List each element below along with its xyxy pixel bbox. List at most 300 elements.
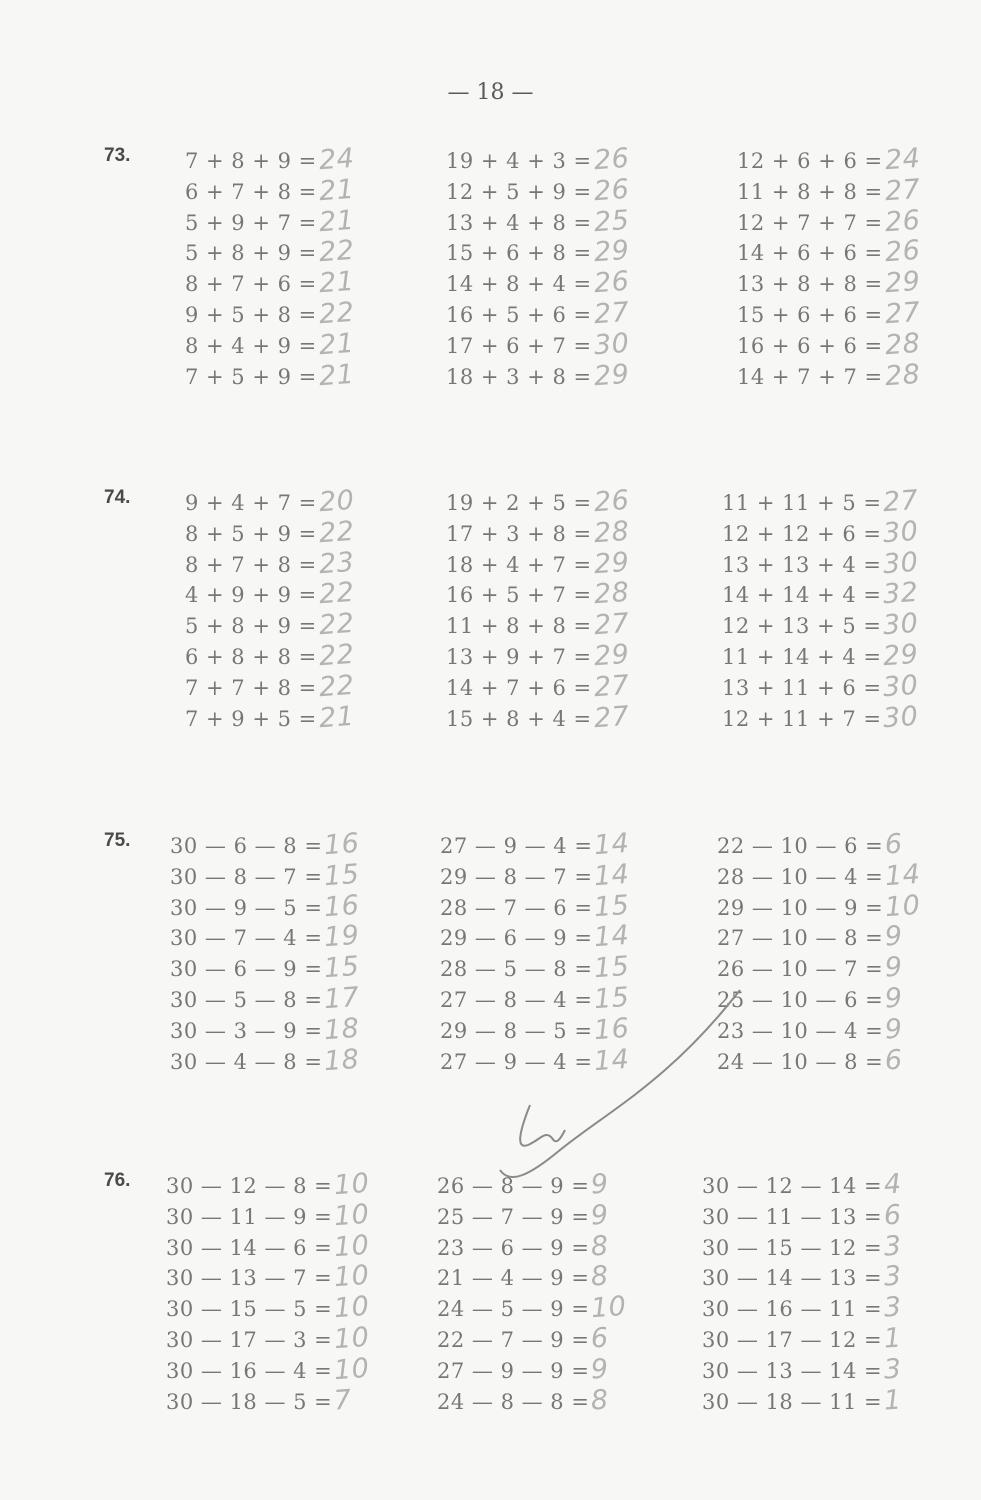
problem-row [446, 173, 630, 207]
problem-row [166, 1386, 370, 1417]
handwritten-answer: 27 [592, 607, 630, 642]
problem-row [446, 484, 630, 519]
problem-column [446, 484, 630, 734]
handwritten-answer: 26 [592, 265, 630, 300]
handwritten-answer: 22 [317, 577, 356, 611]
handwritten-answer: 22 [317, 515, 356, 549]
handwritten-answer: 22 [317, 296, 356, 331]
handwritten-answer: 15 [593, 889, 631, 923]
exercise-number: 73. [104, 145, 131, 166]
problem-expression: 30 — 6 — 8 = [170, 834, 323, 858]
problem-expression: 14 + 6 + 6 = [737, 241, 883, 266]
problem-expression: 28 — 5 — 8 = [440, 957, 593, 982]
problem-row [737, 204, 921, 238]
handwritten-answer: 10 [333, 1352, 371, 1386]
handwritten-answer: 3 [883, 1291, 903, 1324]
handwritten-answer: 28 [883, 358, 921, 392]
problem-row [185, 669, 356, 703]
problem-row [702, 1324, 902, 1355]
handwritten-answer: 14 [884, 858, 922, 892]
problem-expression: 14 + 7 + 6 = [446, 675, 592, 700]
problem-row [702, 1232, 902, 1263]
handwritten-answer: 10 [884, 889, 922, 923]
problem-expression: 27 — 8 — 4 = [440, 987, 593, 1012]
problem-expression: 30 — 13 — 7 = [166, 1266, 333, 1291]
problem-expression: 30 — 12 — 14 = [702, 1174, 883, 1198]
problem-expression: 15 + 6 + 6 = [737, 302, 883, 327]
handwritten-answer: 30 [882, 515, 920, 549]
problem-row [737, 327, 921, 361]
problem-expression: 16 + 5 + 7 = [446, 583, 592, 608]
problem-expression: 30 — 11 — 13 = [702, 1204, 883, 1229]
exercise-number: 76. [104, 1170, 131, 1191]
handwritten-answer: 14 [593, 858, 631, 892]
problem-row [446, 546, 630, 580]
handwritten-answer: 29 [592, 358, 630, 392]
problem-row [170, 1043, 361, 1077]
problem-row [170, 827, 361, 862]
handwritten-answer: 26 [592, 142, 630, 177]
problem-expression: 30 — 12 — 8 = [166, 1174, 333, 1198]
problem-row [185, 173, 356, 207]
handwritten-answer: 24 [883, 142, 921, 177]
handwritten-answer: 8 [590, 1260, 611, 1293]
problem-row [717, 984, 921, 1015]
problem-expression: 22 — 7 — 9 = [437, 1327, 590, 1352]
handwritten-answer: 9 [590, 1353, 611, 1386]
handwritten-answer: 22 [317, 607, 356, 642]
handwritten-answer: 30 [882, 546, 920, 580]
handwritten-answer: 10 [333, 1260, 371, 1294]
handwritten-answer: 9 [884, 982, 904, 1015]
problem-expression: 13 + 11 + 6 = [722, 675, 882, 700]
problem-row [446, 669, 630, 703]
problem-expression: 28 — 10 — 4 = [717, 864, 884, 889]
page-number: — 18 — [447, 80, 534, 105]
problem-row [185, 204, 356, 238]
problem-expression: 16 + 5 + 6 = [446, 302, 592, 327]
problem-row [440, 827, 631, 862]
problem-row [446, 327, 630, 361]
handwritten-answer: 30 [592, 327, 630, 361]
problem-expression: 30 — 16 — 11 = [702, 1297, 883, 1322]
problem-expression: 30 — 14 — 13 = [702, 1266, 883, 1291]
problem-row [185, 515, 356, 549]
problem-row [166, 1290, 371, 1325]
handwritten-answer: 3 [883, 1230, 903, 1263]
problem-expression: 30 — 8 — 7 = [170, 864, 323, 889]
handwritten-answer: 26 [883, 204, 921, 238]
problem-expression: 30 — 3 — 9 = [170, 1018, 323, 1043]
handwritten-answer: 22 [317, 235, 356, 269]
handwritten-answer: 1 [883, 1322, 903, 1355]
problem-expression: 12 + 13 + 5 = [722, 614, 882, 639]
handwritten-answer: 6 [883, 1199, 903, 1232]
problem-row [185, 327, 356, 361]
problem-expression: 17 + 3 + 8 = [446, 521, 592, 546]
problem-expression: 28 — 7 — 6 = [440, 895, 593, 920]
handwritten-answer: 25 [592, 204, 630, 238]
problem-expression: 13 + 9 + 7 = [446, 644, 592, 669]
problem-row [446, 579, 629, 610]
handwritten-answer: 18 [323, 1012, 361, 1046]
problem-expression: 12 + 5 + 9 = [446, 179, 592, 204]
problem-expression: 21 — 4 — 9 = [437, 1266, 590, 1291]
handwritten-answer: 4 [883, 1168, 903, 1201]
handwritten-answer: 9 [884, 951, 904, 984]
problem-row [702, 1355, 902, 1386]
problem-expression: 30 — 6 — 9 = [170, 957, 323, 982]
handwritten-answer: 21 [317, 358, 356, 392]
problem-expression: 7 + 9 + 5 = [185, 706, 317, 731]
problem-row [446, 204, 630, 238]
problem-row [437, 1232, 627, 1263]
handwritten-answer: 27 [592, 669, 630, 703]
problem-expression: 5 + 8 + 9 = [185, 614, 317, 639]
problem-expression: 27 — 9 — 9 = [437, 1358, 590, 1383]
problem-expression: 16 + 6 + 6 = [737, 333, 883, 358]
problem-row [737, 142, 921, 177]
problem-expression: 8 + 7 + 8 = [185, 552, 317, 577]
problem-expression: 27 — 9 — 4 = [440, 1049, 593, 1074]
handwritten-answer: 27 [883, 173, 921, 207]
problem-column [717, 830, 921, 1076]
problem-row [702, 1293, 902, 1324]
handwritten-answer: 30 [882, 700, 920, 734]
problem-row [446, 515, 630, 549]
problem-row [446, 296, 630, 331]
problem-row [737, 173, 921, 207]
problem-row [170, 858, 361, 892]
problem-expression: 4 + 9 + 9 = [185, 583, 317, 608]
handwritten-answer: 6 [884, 828, 904, 861]
problem-column [737, 142, 921, 392]
problem-expression: 14 + 8 + 4 = [446, 272, 592, 297]
problem-row [717, 830, 921, 861]
problem-expression: 17 + 6 + 7 = [446, 333, 592, 358]
handwritten-answer: 18 [323, 1043, 361, 1077]
problem-row [722, 700, 920, 734]
problem-row [446, 142, 630, 177]
problem-column [437, 1170, 627, 1416]
problem-row [170, 950, 361, 985]
handwritten-answer: 32 [882, 577, 920, 611]
problem-expression: 7 + 5 + 9 = [185, 364, 317, 389]
handwritten-answer: 10 [333, 1198, 371, 1232]
handwritten-answer: 26 [883, 235, 921, 269]
problem-row [446, 237, 629, 268]
handwritten-answer: 22 [317, 638, 356, 673]
handwritten-answer: 10 [333, 1321, 371, 1356]
problem-expression: 12 + 12 + 6 = [722, 521, 882, 546]
problem-expression: 29 — 8 — 5 = [440, 1018, 593, 1043]
problem-expression: 26 — 8 — 9 = [437, 1174, 590, 1198]
problem-expression: 5 + 8 + 9 = [185, 241, 317, 266]
handwritten-answer: 15 [593, 981, 631, 1016]
problem-expression: 25 — 7 — 9 = [437, 1204, 590, 1229]
exercise-number: 75. [104, 830, 131, 851]
problem-expression: 24 — 5 — 9 = [437, 1297, 590, 1322]
problem-row [440, 950, 631, 985]
handwritten-answer: 15 [323, 858, 361, 892]
handwritten-answer: 8 [590, 1384, 611, 1417]
problem-expression: 15 + 8 + 4 = [446, 706, 592, 731]
problem-expression: 6 + 7 + 8 = [185, 179, 317, 204]
problem-column [185, 484, 356, 734]
problem-expression: 30 — 15 — 5 = [166, 1297, 333, 1322]
problem-row [166, 1262, 370, 1293]
problem-row [185, 579, 354, 610]
handwritten-answer: 27 [592, 700, 630, 734]
problem-expression: 7 + 7 + 8 = [185, 675, 317, 700]
problem-row [437, 1262, 627, 1293]
problem-row [185, 142, 356, 177]
problem-row [437, 1386, 627, 1417]
handwritten-answer: 6 [884, 1044, 904, 1077]
problem-expression: 29 — 6 — 9 = [440, 926, 593, 951]
problem-row [440, 889, 631, 923]
handwritten-answer: 29 [882, 638, 920, 673]
problem-row [185, 358, 356, 392]
handwritten-answer: 28 [592, 577, 630, 611]
problem-expression: 30 — 13 — 14 = [702, 1358, 883, 1383]
handwritten-answer: 30 [882, 669, 920, 703]
problem-expression: 22 — 10 — 6 = [717, 834, 884, 858]
problem-row [722, 607, 920, 642]
handwritten-answer: 28 [592, 515, 630, 549]
problem-expression: 13 + 8 + 8 = [737, 272, 883, 297]
problem-expression: 29 — 10 — 9 = [717, 895, 884, 920]
problem-row [166, 1167, 371, 1202]
handwritten-answer: 16 [593, 1012, 631, 1046]
problem-expression: 8 + 4 + 9 = [185, 333, 317, 358]
handwritten-answer: 3 [883, 1353, 903, 1386]
problem-row [440, 1043, 631, 1077]
problem-row [737, 296, 921, 331]
problem-expression: 30 — 9 — 5 = [170, 895, 323, 920]
problem-row [166, 1198, 371, 1232]
problem-row [166, 1352, 371, 1386]
problem-expression: 30 — 17 — 12 = [702, 1327, 883, 1352]
handwritten-answer: 26 [592, 173, 630, 207]
handwritten-answer: 1 [883, 1384, 903, 1417]
handwritten-answer: 21 [317, 204, 356, 238]
handwritten-answer: 9 [590, 1199, 611, 1232]
handwritten-answer: 17 [323, 981, 361, 1016]
handwritten-answer: 27 [882, 484, 920, 519]
problem-row [170, 1012, 361, 1046]
problem-row [717, 858, 922, 892]
problem-expression: 18 + 3 + 8 = [446, 364, 592, 389]
problem-column [446, 142, 630, 392]
problem-expression: 30 — 18 — 11 = [702, 1389, 883, 1414]
handwritten-answer: 30 [882, 607, 920, 642]
problem-expression: 9 + 4 + 7 = [185, 491, 317, 515]
handwritten-answer: 16 [323, 827, 361, 862]
handwritten-answer: 10 [333, 1229, 371, 1263]
problem-expression: 30 — 15 — 12 = [702, 1235, 883, 1260]
problem-expression: 23 — 6 — 9 = [437, 1235, 590, 1260]
handwritten-answer: 9 [884, 920, 904, 953]
problem-row [702, 1170, 902, 1201]
problem-expression: 18 + 4 + 7 = [446, 552, 592, 577]
problem-row [702, 1201, 902, 1232]
handwritten-answer: 21 [317, 173, 356, 207]
problem-expression: 29 — 8 — 7 = [440, 864, 593, 889]
handwritten-answer: 29 [883, 265, 921, 300]
handwritten-answer: 28 [883, 327, 921, 361]
handwritten-answer: 9 [884, 1013, 904, 1046]
problem-row [185, 265, 356, 300]
handwritten-answer: 14 [593, 920, 631, 954]
handwritten-answer: 23 [317, 546, 356, 580]
handwritten-answer: 8 [590, 1230, 611, 1263]
handwritten-answer: 9 [590, 1168, 611, 1201]
problem-row [166, 1321, 371, 1356]
handwritten-answer: 16 [323, 889, 361, 923]
problem-column [166, 1167, 371, 1417]
problem-row [737, 358, 921, 392]
problem-expression: 25 — 10 — 6 = [717, 987, 884, 1012]
problem-expression: 27 — 9 — 4 = [440, 834, 593, 858]
problem-row [170, 922, 360, 953]
problem-row [170, 981, 361, 1016]
problem-row [185, 296, 356, 331]
problem-row [440, 981, 631, 1016]
problem-expression: 24 — 8 — 8 = [437, 1389, 590, 1414]
handwritten-answer: 10 [590, 1290, 628, 1325]
problem-row [722, 484, 920, 519]
problem-row [437, 1324, 627, 1355]
problem-expression: 30 — 14 — 6 = [166, 1235, 333, 1260]
problem-row [446, 358, 630, 392]
handwritten-answer: 3 [883, 1260, 903, 1293]
problem-expression: 30 — 16 — 4 = [166, 1358, 333, 1383]
problem-row [722, 546, 920, 580]
problem-expression: 14 + 14 + 4 = [722, 583, 882, 608]
handwritten-answer: 6 [590, 1322, 611, 1355]
handwritten-answer: 10 [333, 1167, 371, 1202]
handwritten-answer: 14 [593, 827, 631, 862]
problem-row [185, 638, 356, 673]
problem-row [185, 546, 356, 580]
problem-row [185, 484, 356, 519]
handwritten-answer: 29 [592, 546, 630, 580]
problem-row [185, 607, 356, 642]
handwritten-answer: 21 [317, 327, 356, 361]
problem-row [722, 669, 920, 703]
problem-expression: 30 — 4 — 8 = [170, 1049, 323, 1074]
problem-expression: 12 + 7 + 7 = [737, 210, 883, 235]
problem-row [446, 607, 630, 642]
problem-row [437, 1201, 627, 1232]
handwritten-answer: 24 [317, 142, 356, 177]
problem-row [440, 858, 631, 892]
problem-expression: 30 — 18 — 5 = [166, 1389, 333, 1414]
problem-row [446, 700, 630, 734]
handwritten-answer: 15 [593, 950, 631, 985]
handwritten-answer: 27 [592, 296, 630, 331]
problem-row [737, 265, 921, 300]
problem-expression: 6 + 8 + 8 = [185, 644, 317, 669]
problem-row [717, 1015, 921, 1046]
handwritten-answer: 29 [592, 235, 630, 269]
handwritten-answer: 29 [592, 638, 630, 673]
problem-row [440, 1012, 631, 1046]
problem-row [166, 1229, 371, 1263]
handwritten-answer: 21 [317, 265, 356, 300]
problem-expression: 14 + 7 + 7 = [737, 364, 883, 389]
problem-expression: 11 + 8 + 8 = [737, 179, 883, 204]
problem-row [717, 1046, 921, 1077]
problem-row [440, 922, 630, 953]
problem-row [722, 515, 920, 549]
handwritten-answer: 7 [333, 1384, 353, 1417]
handwritten-answer: 14 [593, 1043, 631, 1077]
handwritten-answer: 19 [323, 920, 361, 954]
problem-column [722, 484, 920, 734]
problem-expression: 8 + 5 + 9 = [185, 521, 317, 546]
problem-row [170, 889, 361, 923]
problem-row [185, 237, 354, 268]
problem-column [185, 142, 356, 392]
problem-expression: 9 + 5 + 8 = [185, 302, 317, 327]
problem-expression: 12 + 11 + 7 = [722, 706, 882, 731]
problem-expression: 15 + 6 + 8 = [446, 241, 592, 266]
problem-expression: 12 + 6 + 6 = [737, 149, 883, 173]
problem-row [446, 265, 630, 300]
problem-row [737, 237, 920, 268]
handwritten-answer: 26 [592, 484, 630, 519]
problem-expression: 27 — 10 — 8 = [717, 926, 884, 951]
problem-expression: 19 + 2 + 5 = [446, 491, 592, 515]
problem-row [437, 1355, 627, 1386]
handwritten-answer: 21 [317, 700, 356, 734]
problem-expression: 13 + 13 + 4 = [722, 552, 882, 577]
problem-row [437, 1290, 628, 1325]
handwritten-answer: 27 [883, 296, 921, 331]
problem-expression: 30 — 5 — 8 = [170, 987, 323, 1012]
problem-expression: 5 + 9 + 7 = [185, 210, 317, 235]
problem-expression: 13 + 4 + 8 = [446, 210, 592, 235]
handwritten-answer: 20 [317, 484, 356, 519]
problem-expression: 30 — 7 — 4 = [170, 926, 323, 951]
problem-expression: 19 + 4 + 3 = [446, 149, 592, 173]
problem-row [702, 1386, 902, 1417]
problem-column [170, 827, 361, 1077]
problem-row [722, 579, 919, 610]
problem-row [722, 638, 920, 673]
handwritten-answer: 22 [317, 669, 356, 703]
problem-column [440, 827, 631, 1077]
problem-expression: 23 — 10 — 4 = [717, 1018, 884, 1043]
problem-expression: 8 + 7 + 6 = [185, 272, 317, 297]
problem-expression: 24 — 10 — 8 = [717, 1049, 884, 1074]
problem-row [437, 1170, 627, 1201]
problem-expression: 26 — 10 — 7 = [717, 957, 884, 982]
problem-row [185, 700, 356, 734]
problem-row [717, 922, 921, 953]
handwritten-answer: 10 [333, 1290, 371, 1325]
problem-expression: 11 + 14 + 4 = [722, 644, 882, 669]
problem-expression: 11 + 8 + 8 = [446, 614, 592, 639]
problem-column [702, 1170, 902, 1416]
problem-row [446, 638, 630, 673]
problem-row [702, 1262, 902, 1293]
problem-expression: 30 — 17 — 3 = [166, 1327, 333, 1352]
problem-row [717, 953, 921, 984]
problem-expression: 11 + 11 + 5 = [722, 491, 882, 515]
